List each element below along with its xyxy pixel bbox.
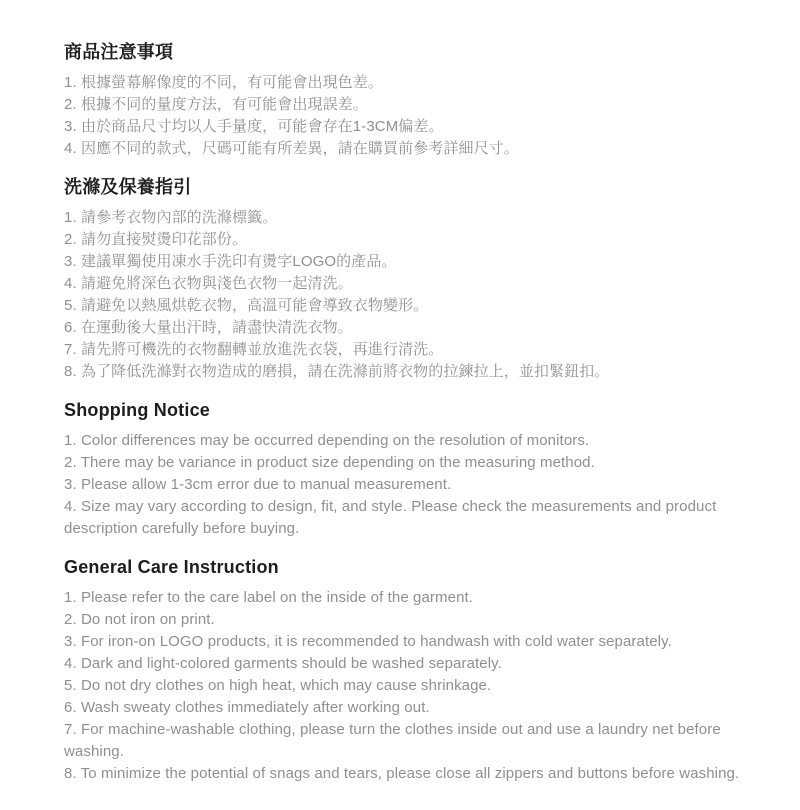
list-item: 3. 建議單獨使用凍水手洗印有燙字LOGO的產品。: [64, 253, 397, 270]
shopping-notice-en-heading: Shopping Notice: [64, 400, 210, 420]
list-item: 1. 請參考衣物內部的洗滌標籤。: [64, 209, 278, 226]
list-item: 1. Color differences may be occurred depending on the resolution of monitors.: [64, 432, 590, 449]
section-shopping-notice-en: [64, 399, 760, 540]
product-notice-zh-list: [64, 72, 760, 160]
list-item: 1. Please refer to the care label on the inside of the garment.: [64, 589, 474, 606]
list-item: 3. For iron-on LOGO products, it is recommended to handwash with cold water separately.: [64, 633, 672, 650]
section-general-care-instruction-en: [64, 556, 760, 785]
section-product-notice-zh: [64, 41, 760, 160]
general-care-instruction-en-list: [64, 587, 760, 785]
list-item: 2. Do not iron on print.: [64, 611, 215, 628]
list-item: 4. 因應不同的款式，尺碼可能有所差異，請在購買前參考詳細尺寸。: [64, 140, 519, 157]
list-item: 1. 根據螢幕解像度的不同，有可能會出現色差。: [64, 74, 383, 91]
list-item: 5. 請避免以熱風烘乾衣物，高溫可能會導致衣物變形。: [64, 297, 429, 314]
shopping-notice-en-list: [64, 430, 760, 540]
washing-care-guide-zh-heading: 洗滌及保養指引: [64, 177, 192, 197]
list-item: 2. 根據不同的量度方法，有可能會出現誤差。: [64, 96, 368, 113]
general-care-instruction-en-heading: General Care Instruction: [64, 557, 279, 577]
list-item: 4. Size may vary according to design, fit, and style. Please check the measurements and product description carefully before buying.: [64, 498, 717, 537]
list-item: 6. Wash sweaty clothes immediately after working out.: [64, 699, 430, 716]
list-item: 6. 在運動後大量出汗時，請盡快清洗衣物。: [64, 319, 353, 336]
list-item: 5. Do not dry clothes on high heat, which may cause shrinkage.: [64, 677, 492, 694]
list-item: 4. 請避免將深色衣物與淺色衣物一起清洗。: [64, 275, 353, 292]
list-item: 2. There may be variance in product size depending on the measuring method.: [64, 454, 595, 471]
list-item: 3. 由於商品尺寸均以人手量度，可能會存在1-3CM偏差。: [64, 118, 444, 135]
list-item: 4. Dark and light-colored garments should be washed separately.: [64, 655, 502, 672]
product-notice-zh-heading: 商品注意事項: [64, 42, 174, 62]
list-item: 7. For machine-washable clothing, please turn the clothes inside out and use a laundry net before washing.: [64, 721, 721, 760]
section-washing-care-guide-zh: [64, 176, 760, 383]
list-item: 2. 請勿直接熨燙印花部份。: [64, 231, 248, 248]
list-item: 8. 為了降低洗滌對衣物造成的磨損，請在洗滌前將衣物的拉鍊拉上，並扣緊鈕扣。: [64, 363, 610, 380]
list-item: 7. 請先將可機洗的衣物翻轉並放進洗衣袋，再進行清洗。: [64, 341, 444, 358]
list-item: 3. Please allow 1-3cm error due to manual measurement.: [64, 476, 452, 493]
list-item: 8. To minimize the potential of snags and tears, please close all zippers and buttons before washing.: [64, 765, 740, 782]
washing-care-guide-zh-list: [64, 207, 760, 383]
